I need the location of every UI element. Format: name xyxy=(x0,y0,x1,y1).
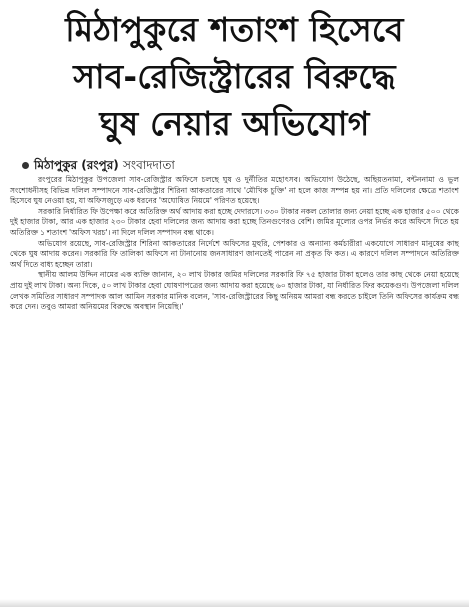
article-body xyxy=(10,175,459,313)
byline xyxy=(10,157,459,173)
paragraph: সরকারি নির্ধারিত ফি উপেক্ষা করে অতিরিক্ত অর্থ আদায় করা হচ্ছে দেদারসে। ৩৩০ টাকার নকল তোলার জন্য নেয়া হচ্ছে এক হাজার ৫০০ থেকে দুই হাজার টাকা, আর এক হাজার ২৩০ টাকার হেবা দলিলের জন্য আদায় করা হচ্ছে তিনগুণেরও বেশি। জমির মূল্যের ওপর নির্ভর করে অফিসে দিতে হয় অতিরিক্ত ১ শতাংশ 'অফিস খরচ'। না দিলে দলিল সম্পাদন বন্ধ থাকে। xyxy=(10,206,459,237)
byline-reporter: সংবাদদাতা xyxy=(122,158,175,172)
headline xyxy=(10,6,459,147)
byline-place: মিঠাপুকুর (রংপুর) xyxy=(34,158,119,172)
bullet-icon xyxy=(22,162,29,169)
paragraph: স্থানীয় আলম উদ্দিন নামের এক ব্যক্তি জানান, ২০ লাখ টাকার জমির দলিলের সরকারি ফি ৭৫ হাজার টাকা হলেও তার কাছ থেকে নেয়া হয়েছে প্রায় দুই লাখ টাকা। অন্য দিকে, ৫০ লাখ টাকার হেবা ঘোষণাপত্রের জন্য আদায় করা হয়েছে ৬০ হাজার টাকা, যা নির্ধারিত ফির কয়েকগুণ। উপজেলা দলিল লেখক সমিতির সাধারণ সম্পাদক আল আমিন সরকার মানিক বলেন, 'সাব-রেজিস্ট্রারের কিছু অনিয়ম আমরা বন্ধ করতে চাইলে তিনি অফিসের কার্যক্রম বন্ধ করে দেন। তবুও আমরা অনিয়মের বিরুদ্ধে অবস্থান নিয়েছি।' xyxy=(10,270,459,312)
paragraph: রংপুরের মিঠাপুকুর উপজেলা সাব-রেজিস্ট্রার অফিসে চলছে ঘুষ ও দুর্নীতির মহোৎসব। অভিযোগ উঠেছে, অছিয়তনামা, বন্টননামা ও ভুল সংশোধনীসহ বিভিন্ন দলিল সম্পাদনে সাব-রেজিস্ট্রার শিরিনা আকতারের সাথে 'মৌখিক চুক্তি' না হলে কাজ সম্পন্ন হয় না। প্রতি দলিলের ক্ষেত্রে শতাংশ হিসেবে ঘুষ নেওয়া হয়, যা অফিসজুড়ে এক ধরনের 'অঘোষিত নিয়মে' পরিণত হয়েছে। xyxy=(10,175,459,206)
headline-line-2: সাব-রেজিস্ট্রারের বিরুদ্ধে xyxy=(73,57,396,96)
paragraph: অভিযোগ রয়েছে, সাব-রেজিস্ট্রার শিরিনা আকতারের নির্দেশে অফিসের মুহুরি, পেশকার ও অন্যান্য কর্মচারীরা একযোগে সাধারণ মানুষের কাছ থেকে ঘুষ আদায় করেন। সরকারি ফি তালিকা অফিসে না টানানোয় জনসাধারণ জানতেই পারেন না প্রকৃত ফি কত। এ কারণে দলিল সম্পাদনে অতিরিক্ত অর্থ দিতে বাধ্য হচ্ছেন তারা। xyxy=(10,238,459,269)
page-edge-shadow xyxy=(0,599,469,607)
headline-line-3: ঘুষ নেয়ার অভিযোগ xyxy=(99,104,370,143)
headline-line-1: মিঠাপুকুরে শতাংশ হিসেবে xyxy=(65,10,404,49)
